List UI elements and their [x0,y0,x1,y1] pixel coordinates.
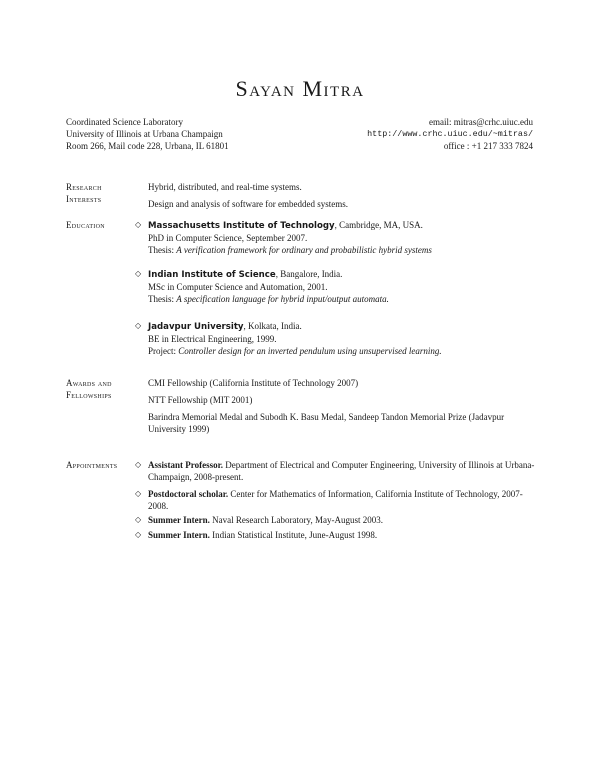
section-label-line: Interests [66,194,102,204]
thesis-title: Controller design for an inverted pendulum using unsupervised learning. [178,346,442,356]
award-item: Barindra Memorial Medal and Subodh K. Basu Medal, Sandeep Tandon Memorial Prize (Jadavpur University 1999) [148,412,505,434]
education-entry [135,268,535,305]
website-link[interactable]: http://www.crhc.uiuc.edu/~mitras/ [367,129,533,139]
research-item: Design and analysis of software for embedded systems. [148,199,348,209]
address-line: Room 266, Mail code 228, Urbana, IL 61801 [66,141,229,151]
diamond-bullet-icon: ◇ [135,460,142,469]
section-label-education: Education [66,220,105,230]
appointment-entry [135,514,535,526]
section-label-appointments: Appointments [66,460,118,470]
appointment-detail: Department of Electrical and Computer Engineering, University of Illinois at Urbana-Champaign, 2008-present. [148,460,535,482]
contact-info [367,116,533,152]
institution-name: Massachusetts Institute of Technology [148,221,335,231]
diamond-bullet-icon: ◇ [135,220,142,229]
degree-text: MSc in Computer Science and Automation, 2001. [148,282,328,292]
diamond-bullet-icon: ◇ [135,489,142,498]
awards-list [148,377,534,435]
research-item: Hybrid, distributed, and real-time systems. [148,182,302,192]
appointment-detail: Naval Research Laboratory, May-August 2003. [209,515,383,525]
appointment-detail: Center for Mathematics of Information, California Institute of Technology, 2007-2008. [148,489,523,511]
institution-location: , Kolkata, India. [243,321,302,331]
institution-name: Jadavpur University [148,322,244,332]
research-interests [148,181,534,210]
institution-location: , Bangalore, India. [275,269,343,279]
degree-text: BE in Electrical Engineering, 1999. [148,334,277,344]
appointment-title: Assistant Professor. [148,460,224,470]
appointment-entry [135,459,535,483]
diamond-bullet-icon: ◇ [135,269,142,278]
section-label-line: Awards and [66,378,112,388]
section-label-research [66,181,146,205]
section-label-line: Research [66,182,102,192]
diamond-bullet-icon: ◇ [135,530,142,539]
office-phone: office : +1 217 333 7824 [443,141,533,151]
thesis-label: Thesis: [148,294,177,304]
appointment-detail: Indian Statistical Institute, June-August 1998. [209,530,378,540]
degree-text: PhD in Computer Science, September 2007. [148,233,308,243]
appointment-title: Postdoctoral scholar. [148,489,229,499]
address-line: Coordinated Science Laboratory [66,117,183,127]
section-label-awards [66,377,146,401]
education-entry [135,320,535,357]
institution-location: , Cambridge, MA, USA. [334,220,423,230]
appointment-title: Summer Intern. [148,515,210,525]
section-label-line: Fellowships [66,390,112,400]
address-line: University of Illinois at Urbana Champaign [66,129,223,139]
appointment-entry [135,529,535,541]
thesis-label: Project: [148,346,179,356]
institution-name: Indian Institute of Science [148,270,276,280]
diamond-bullet-icon: ◇ [135,515,142,524]
award-item: CMI Fellowship (California Institute of Technology 2007) [148,378,359,388]
thesis-title: A specification language for hybrid input/output automata. [176,294,389,304]
page-title: Sayan Mitra [235,76,365,101]
diamond-bullet-icon: ◇ [135,321,142,330]
postal-address [66,116,229,152]
email-text[interactable]: email: mitras@crhc.uiuc.edu [428,117,533,127]
education-entry [135,219,535,256]
appointment-entry [135,488,535,512]
appointment-title: Summer Intern. [148,530,210,540]
award-item: NTT Fellowship (MIT 2001) [148,395,253,405]
thesis-label: Thesis: [148,245,177,255]
thesis-title: A verification framework for ordinary and probabilistic hybrid systems [176,245,432,255]
